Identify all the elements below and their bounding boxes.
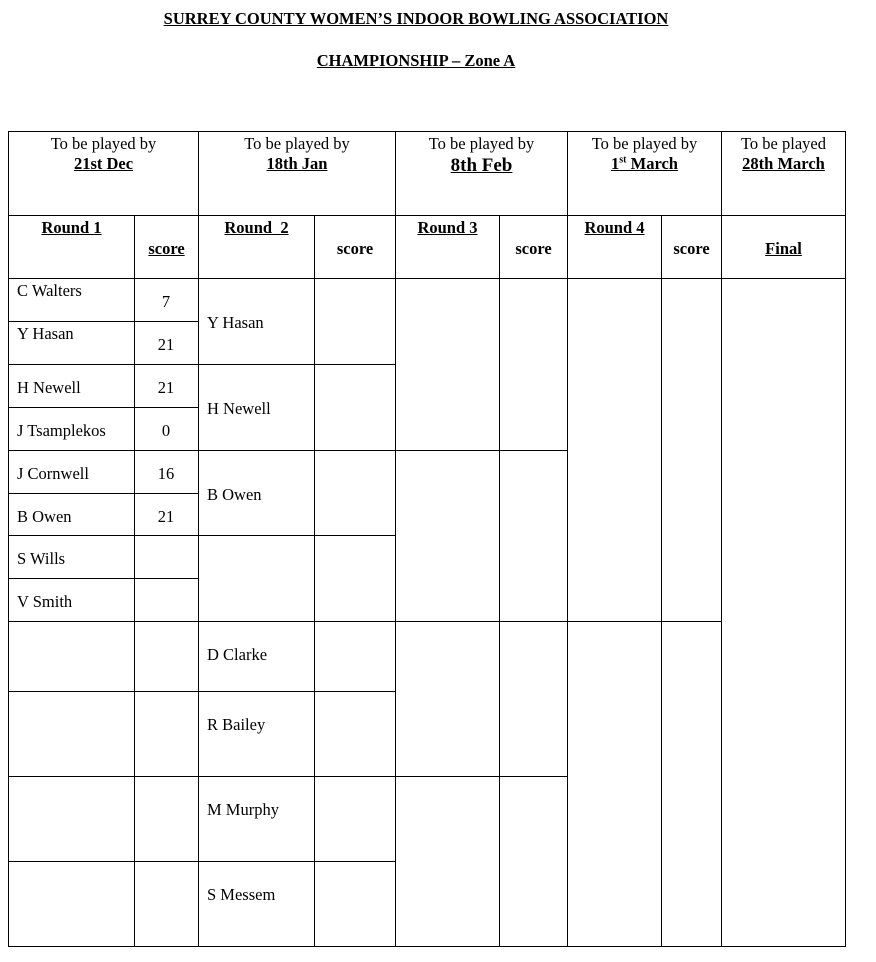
round2-score-label: score [336,239,374,258]
round1-player: B Owen [17,507,72,526]
round1-player: J Cornwell [17,464,89,483]
round1-score: 21 [157,378,175,397]
round1-player: C Walters [17,281,82,300]
round1-player: J Tsamplekos [17,421,106,440]
round2-player: D Clarke [207,645,268,664]
round1-player: V Smith [17,592,73,611]
round1-score: 0 [161,421,171,440]
round3-label: Round 3 [417,218,478,237]
deadline-final: To be played 28th March [741,134,826,173]
round2-player: M Murphy [207,800,279,819]
round3-score-label: score [515,239,552,258]
round1-score: 16 [157,464,175,483]
deadline-round2: To be played by 18th Jan [244,134,350,173]
document-subtitle: CHAMPIONSHIP – Zone A [316,51,516,70]
round2-label: Round 2 [224,218,289,237]
round4-score-label: score [673,239,710,258]
round1-player: S Wills [17,549,66,568]
round1-score: 21 [157,335,175,354]
round2-player: B Owen [207,485,262,504]
round1-label: Round 1 [41,218,102,237]
deadline-round3: To be played by 8th Feb [428,134,535,176]
round1-player: Y Hasan [17,324,74,343]
round1-score-label: score [148,239,185,258]
round1-score: 21 [157,507,175,526]
round1-player: H Newell [17,378,81,397]
deadline-round1: To be played by 21st Dec [50,134,157,173]
round4-label: Round 4 [584,218,645,237]
deadline-round4: To be played by 1st March [591,134,698,173]
round1-score: 7 [161,292,171,311]
document-title: SURREY COUNTY WOMEN’S INDOOR BOWLING ASSOCIATION [163,9,669,28]
round2-player: S Messem [207,885,276,904]
round2-player: R Bailey [207,715,266,734]
round2-player: Y Hasan [207,313,264,332]
round2-player: H Newell [207,399,271,418]
final-label: Final [765,239,802,258]
